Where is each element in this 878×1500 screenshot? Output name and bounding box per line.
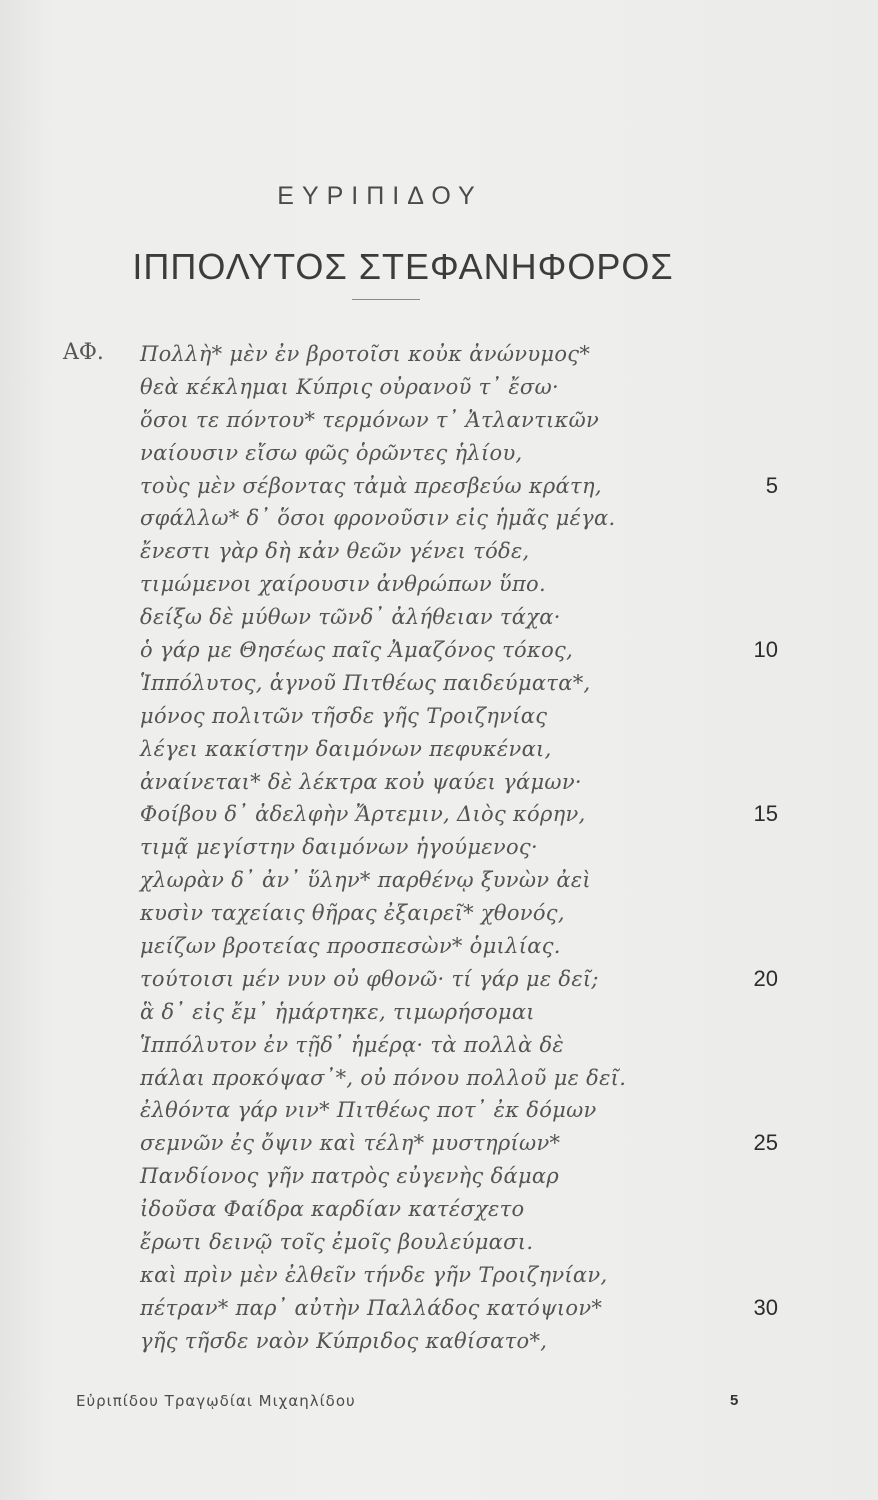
line-number: 25 [753,1130,778,1156]
verse-line: τιμᾷ μεγίστην δαιμόνων ἡγούμενος· [140,835,538,860]
line-number [718,535,778,568]
line-number [718,1259,778,1292]
line-number [718,1029,778,1062]
page-number: 5 [730,1392,739,1409]
line-number: 5 [765,472,778,498]
line-number [718,1160,778,1193]
verse-line: σεμνῶν ἐς ὄψιν καὶ τέλη* μυστηρίων* [140,1131,561,1156]
line-number [718,766,778,799]
line-number [718,1062,778,1095]
line-number [718,897,778,930]
verse-line: Πολλὴ* μὲν ἐν βροτοῖσι κοὐκ ἀνώνυμος* [140,342,591,366]
verse-line: πέτραν* παρ᾽ αὐτὴν Παλλάδος κατόψιον* [140,1295,603,1320]
author-heading: ΕΥΡΙΠΙΔΟΥ [277,182,483,210]
line-number [718,864,778,897]
line-number: 15 [753,801,778,827]
verse-line: τιμώμενοι χαίρουσιν ἀνθρώπων ὕπο. [140,572,546,597]
line-number [718,996,778,1029]
line-number [718,437,778,470]
line-number [718,700,778,733]
verse-line: ἔνεστι γὰρ δὴ κἀν θεῶν γένει τόδε, [140,539,530,564]
verse-line: τούτοισι μέν νυν οὐ φθονῶ· τί γάρ με δεῖ; [140,966,599,991]
verse-line: κυσὶν ταχείαις θῆρας ἐξαιρεῖ* χθονός, [140,901,565,926]
verse-line: ἐλθόντα γάρ νιν* Πιτθέως ποτ᾽ ἐκ δόμων [140,1098,597,1123]
verse-line: ναίουσιν εἴσω φῶς ὁρῶντες ἡλίου, [140,440,523,465]
line-number [718,568,778,601]
line-number-column [718,338,778,1358]
verse-line: ἔρωτι δεινῷ τοῖς ἐμοῖς βουλεύμασι. [140,1230,534,1255]
line-number [718,667,778,700]
line-number: 30 [753,1294,778,1320]
line-number [718,831,778,864]
verse-line: μείζων βροτείας προσπεσὼν* ὁμιλίας. [140,934,561,959]
line-number [718,1226,778,1259]
verse-line: δείξω δὲ μύθων τῶνδ᾽ ἀλήθειαν τάχα· [140,605,561,630]
verse-line: ἀναίνεται* δὲ λέκτρα κοὐ ψαύει γάμων· [140,769,582,794]
line-number [718,1193,778,1226]
verse-line: χλωρὰν δ᾽ ἀν᾽ ὕλην* παρθένῳ ξυνὼν ἀεὶ [140,868,591,893]
verse-line: Φοίβου δ᾽ ἀδελφὴν Ἄρτεμιν, Διὸς κόρην, [140,802,586,827]
title-divider [352,299,420,300]
verse-line: Ἱππόλυτος, ἁγνοῦ Πιτθέως παιδεύματα*, [140,670,591,695]
verse-line: θεὰ κέκλημαι Κύπρις οὐρανοῦ τ᾽ ἔσω· [140,374,559,399]
verse-line: τοὺς μὲν σέβοντας τἀμὰ πρεσβεύω κράτη, [140,473,602,498]
verse-line: μόνος πολιτῶν τῆσδε γῆς Τροιζηνίας [140,703,548,728]
verse-line: σφάλλω* δ᾽ ὅσοι φρονοῦσιν εἰς ἡμᾶς μέγα. [140,506,616,531]
line-number [718,404,778,437]
line-number [718,371,778,404]
speaker-label: ΑΦ. [63,340,104,365]
line-number [718,930,778,963]
verse-line: πάλαι προκόψασ᾽*, οὐ πόνου πολλοῦ με δεῖ. [140,1065,627,1090]
verse-line: ἃ δ᾽ εἰς ἔμ᾽ ἡμάρτηκε, τιμωρήσομαι [140,999,535,1024]
line-number [718,338,778,371]
verse-line: ἰδοῦσα Φαίδρα καρδίαν κατέσχετο [140,1197,525,1222]
line-number [718,601,778,634]
verse-line: ὅσοι τε πόντου* τερμόνων τ᾽ Ἀτλαντικῶν [140,407,600,432]
verse-line: λέγει κακίστην δαιμόνων πεφυκέναι, [140,736,552,761]
line-number [718,1094,778,1127]
verse-line: Πανδίονος γῆν πατρὸς εὐγενὴς δάμαρ [140,1164,560,1189]
verse-line: γῆς τῆσδε ναὸν Κύπριδος καθίσατο*, [140,1328,548,1353]
line-number: 10 [753,637,778,663]
verse-line: καὶ πρὶν μὲν ἐλθεῖν τήνδε γῆν Τροιζηνίαν, [140,1262,608,1287]
play-title: ΙΠΠΟΛΥΤΟΣ ΣΤΕΦΑΝΗΦΟΡΟΣ [132,246,674,287]
line-number [718,1325,778,1358]
line-number: 20 [753,965,778,991]
verse-line: ὁ γάρ με Θησέως παῖς Ἀμαζόνος τόκος, [140,638,574,663]
line-number [718,502,778,535]
verse-line: Ἱππόλυτον ἐν τῇδ᾽ ἡμέρᾳ· τὰ πολλὰ δὲ [140,1032,564,1057]
verse-list [140,338,626,1358]
line-number [718,733,778,766]
footer-book-title: Εὐριπίδου Τραγῳδίαι Μιχαηλίδου [76,1392,356,1410]
